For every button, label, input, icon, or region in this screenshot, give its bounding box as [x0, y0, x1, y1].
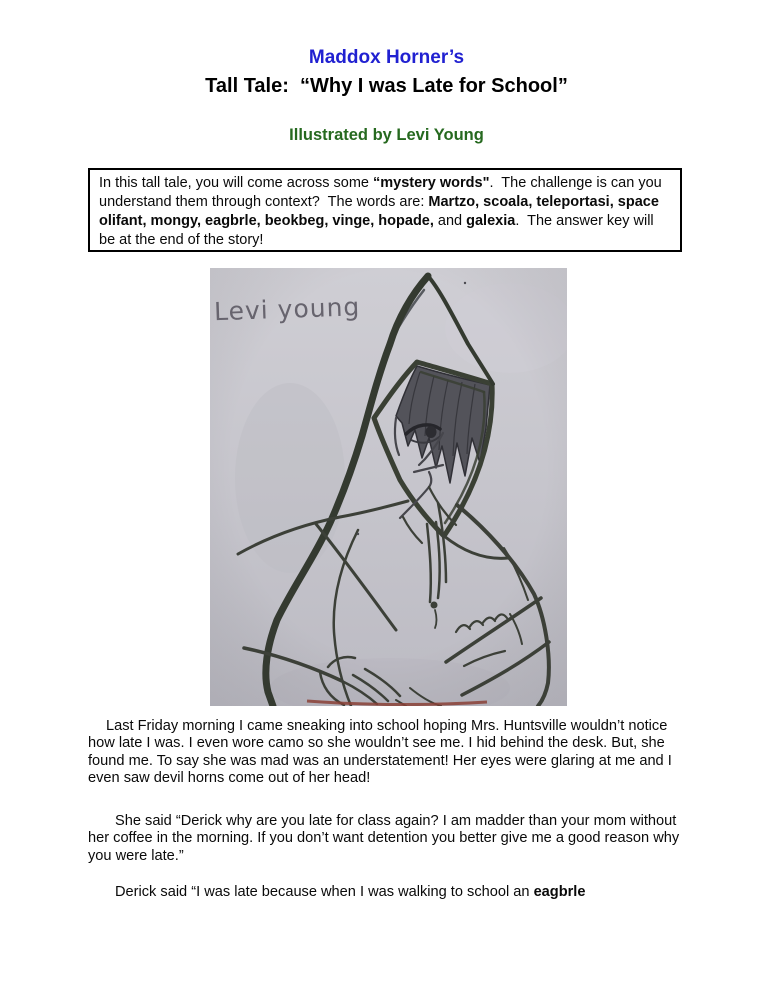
photo-vignette	[210, 268, 567, 706]
eye-iris	[426, 426, 437, 438]
story-paragraph: She said “Derick why are you late for class again? I am madder than your mom without her coffee in the morning. If you don’t want detention you better give me a good reason why you were late.”	[88, 813, 684, 864]
illustration-photo	[210, 268, 567, 706]
drawstring-knot	[431, 602, 438, 609]
illustrator-byline: Illustrated by Levi Young	[289, 126, 484, 144]
pencil-dot	[357, 533, 359, 535]
illustrator-signature: Levi young	[213, 292, 361, 327]
story-paragraph: Derick said “I was late because when I was walking to school an eagbrle	[115, 884, 586, 901]
mystery-words-box	[88, 168, 682, 252]
pencil-dot	[464, 282, 466, 284]
story-paragraph: Last Friday morning I came sneaking into school hoping Mrs. Huntsville wouldn’t notice how late I was. I even wore camo so she wouldn’t see me. I hid behind the desk. But, she found me. To say she was mad was an understatement! Her eyes were glaring at me and I even saw devil horns come out of her head!	[88, 718, 676, 786]
story-title: Tall Tale: “Why I was Late for School”	[205, 75, 568, 97]
mystery-words-text: In this tall tale, you will come across some “mystery words". The challenge is can you understand them through context? The words are: Martzo, scoala, teleportasi, space olifant, mongy, eagbrle, beokbeg, vinge, hopade, and galexia. The answer key will be at the end of the story!	[99, 175, 666, 248]
author-title: Maddox Horner’s	[308, 47, 465, 68]
story-text	[88, 718, 688, 901]
hoodie-sketch	[210, 268, 567, 706]
